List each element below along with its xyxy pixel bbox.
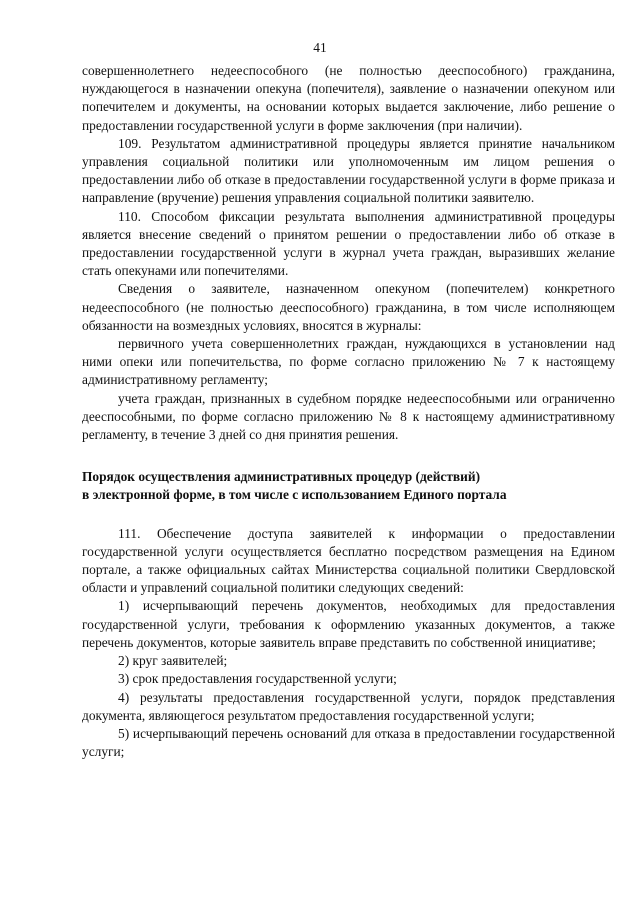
list-item-5: 5) исчерпывающий перечень оснований для отказа в предоставлении государственной услуги; (82, 725, 615, 760)
page-number: 41 (313, 40, 327, 55)
list-item-1: 1) исчерпывающий перечень документов, необходимых для предоставления государственной услуги, требования к оформлению указанных документов, а также перечень документов, которые заявитель вправе представить по собственной инициативе; (82, 598, 615, 650)
paragraph-111: 111. Обеспечение доступа заявителей к информации о предоставлении государственной услуги осуществляется бесплатно посредством размещения на Едином портале, а также официальных сайтах Министерства социальной политики Свердловской области и управлений социальной политики следующих сведений: (82, 525, 615, 596)
paragraph-continuation: совершеннолетнего недееспособного (не полностью дееспособного) гражданина, нуждающегося в назначении опекуна (попечителя), заявление о назначении опекуном или попечителем и документы, на основании которых выдается заключение, либо решение о предоставлении государственной услуги в форме заключения (при наличии). (82, 63, 615, 133)
section-heading-line-2: в электронной форме, в том числе с использованием Единого портала (82, 487, 507, 503)
paragraph-109: 109. Результатом административной процедуры является принятие начальником управления социальной политики или уполномоченным им лицом решения о предоставлении либо об отказе в предоставлении государственной услуги в форме приказа и направление (вручение) решения управления социальной политики заявителю. (82, 135, 615, 206)
paragraph-applicant-info: Сведения о заявителе, назначенном опекуном (попечителем) конкретного недееспособного (не полностью дееспособного) гражданина, в том числе исполняющем обязанности на возмездных условиях, вносятся в журналы: (82, 281, 615, 333)
paragraph-citizens-journal: учета граждан, признанных в судебном порядке недееспособными или ограниченно дееспособными, по форме согласно приложению № 8 к настоящему административному регламенту, в течение 3 дней со дня принятия решения. (82, 390, 615, 443)
list-item-3: 3) срок предоставления государственной услуги; (118, 671, 397, 687)
list-item-2: 2) круг заявителей; (118, 653, 228, 669)
list-item-4: 4) результаты предоставления государственной услуги, порядок представления документа, являющегося результатом предоставления государственной услуги; (82, 689, 615, 723)
document-body (82, 62, 615, 761)
paragraph-primary-journal: первичного учета совершеннолетних граждан, нуждающихся в установлении над ними опеки или попечительства, по форме согласно приложению № 7 к настоящему административному регламенту; (82, 336, 615, 388)
paragraph-110: 110. Способом фиксации результата выполнения административной процедуры является внесение сведений о принятом решении о предоставлении либо об отказе в предоставлении государственной услуги в журнал учета граждан, выразивших желание стать опекунами или попечителями. (82, 208, 615, 279)
section-heading-line-1: Порядок осуществления административных процедур (действий) (82, 469, 481, 485)
